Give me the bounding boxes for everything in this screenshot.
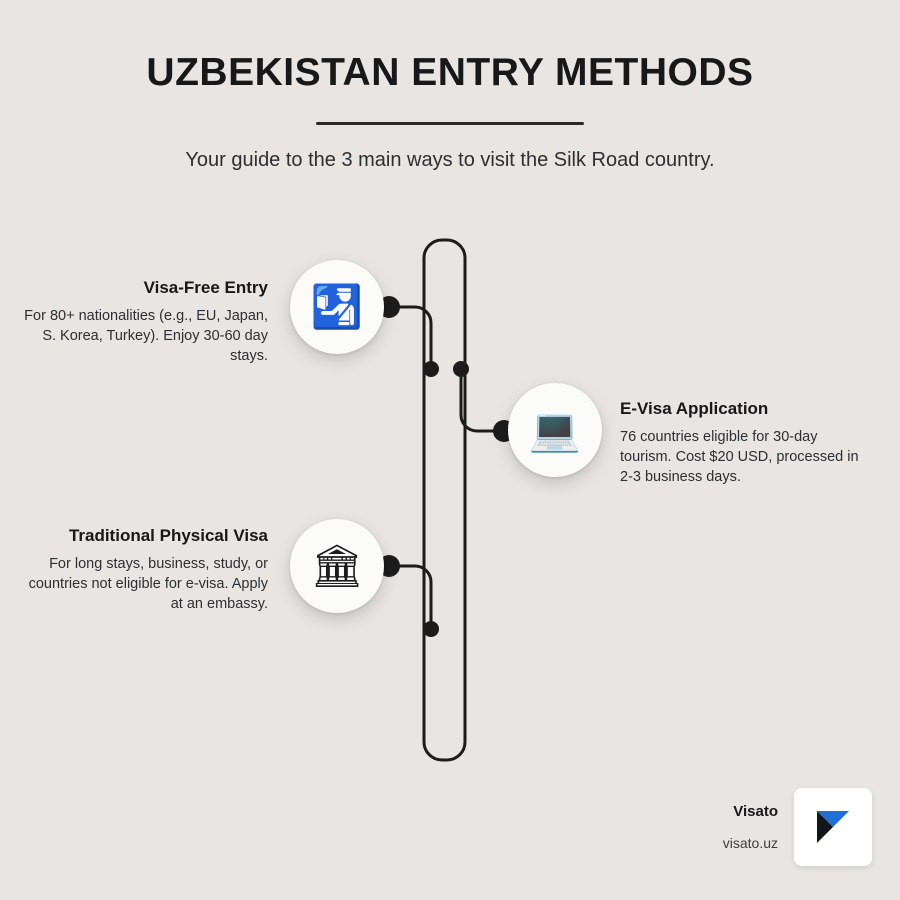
header xyxy=(0,52,900,173)
connector-dot-spine-lower xyxy=(423,621,439,637)
brand-text xyxy=(723,803,778,851)
page-title: UZBEKISTAN ENTRY METHODS xyxy=(146,51,754,94)
visato-logo-icon[interactable] xyxy=(794,788,872,866)
node-evisa[interactable] xyxy=(508,383,602,477)
node-description-evisa: 76 countries eligible for 30-day tourism. Cost $20 USD, processed in 2-3 business days. xyxy=(620,429,859,486)
node-title-visa-free: Visa-Free Entry xyxy=(143,278,268,297)
laptop-icon: 💻 xyxy=(528,406,582,453)
spine-path xyxy=(424,240,465,760)
connector-dot-spine-upper-right xyxy=(453,361,469,377)
node-description-physical: For long stays, business, study, or countries not eligible for e-visa. Apply at an embassy. xyxy=(28,556,268,613)
node-title-physical: Traditional Physical Visa xyxy=(68,526,268,545)
node-title-evisa: E-Visa Application xyxy=(620,399,769,418)
text-block-physical xyxy=(22,526,268,614)
node-visa-free[interactable] xyxy=(290,260,384,354)
text-block-evisa xyxy=(620,399,866,487)
branch-evisa xyxy=(461,369,504,431)
embassy-building-icon: 🏛 xyxy=(310,542,364,589)
node-description-visa-free: For 80+ nationalities (e.g., EU, Japan, S. Korea, Turkey). Enjoy 30-60 day stays. xyxy=(24,308,268,365)
brand-name: Visato xyxy=(733,803,778,820)
node-physical[interactable] xyxy=(290,519,384,613)
connector-dot-spine-upper-left xyxy=(423,361,439,377)
page-subtitle: Your guide to the 3 main ways to visit the Silk Road country. xyxy=(185,148,715,171)
title-divider xyxy=(316,122,584,125)
branch-visa-free xyxy=(389,307,431,369)
text-block-visa-free xyxy=(22,278,268,366)
passport-check-icon: 🛂 xyxy=(310,283,364,330)
visato-logo-mark xyxy=(809,803,857,851)
brand-footer xyxy=(723,788,872,866)
brand-url[interactable]: visato.uz xyxy=(722,835,778,851)
branch-physical xyxy=(389,566,431,628)
